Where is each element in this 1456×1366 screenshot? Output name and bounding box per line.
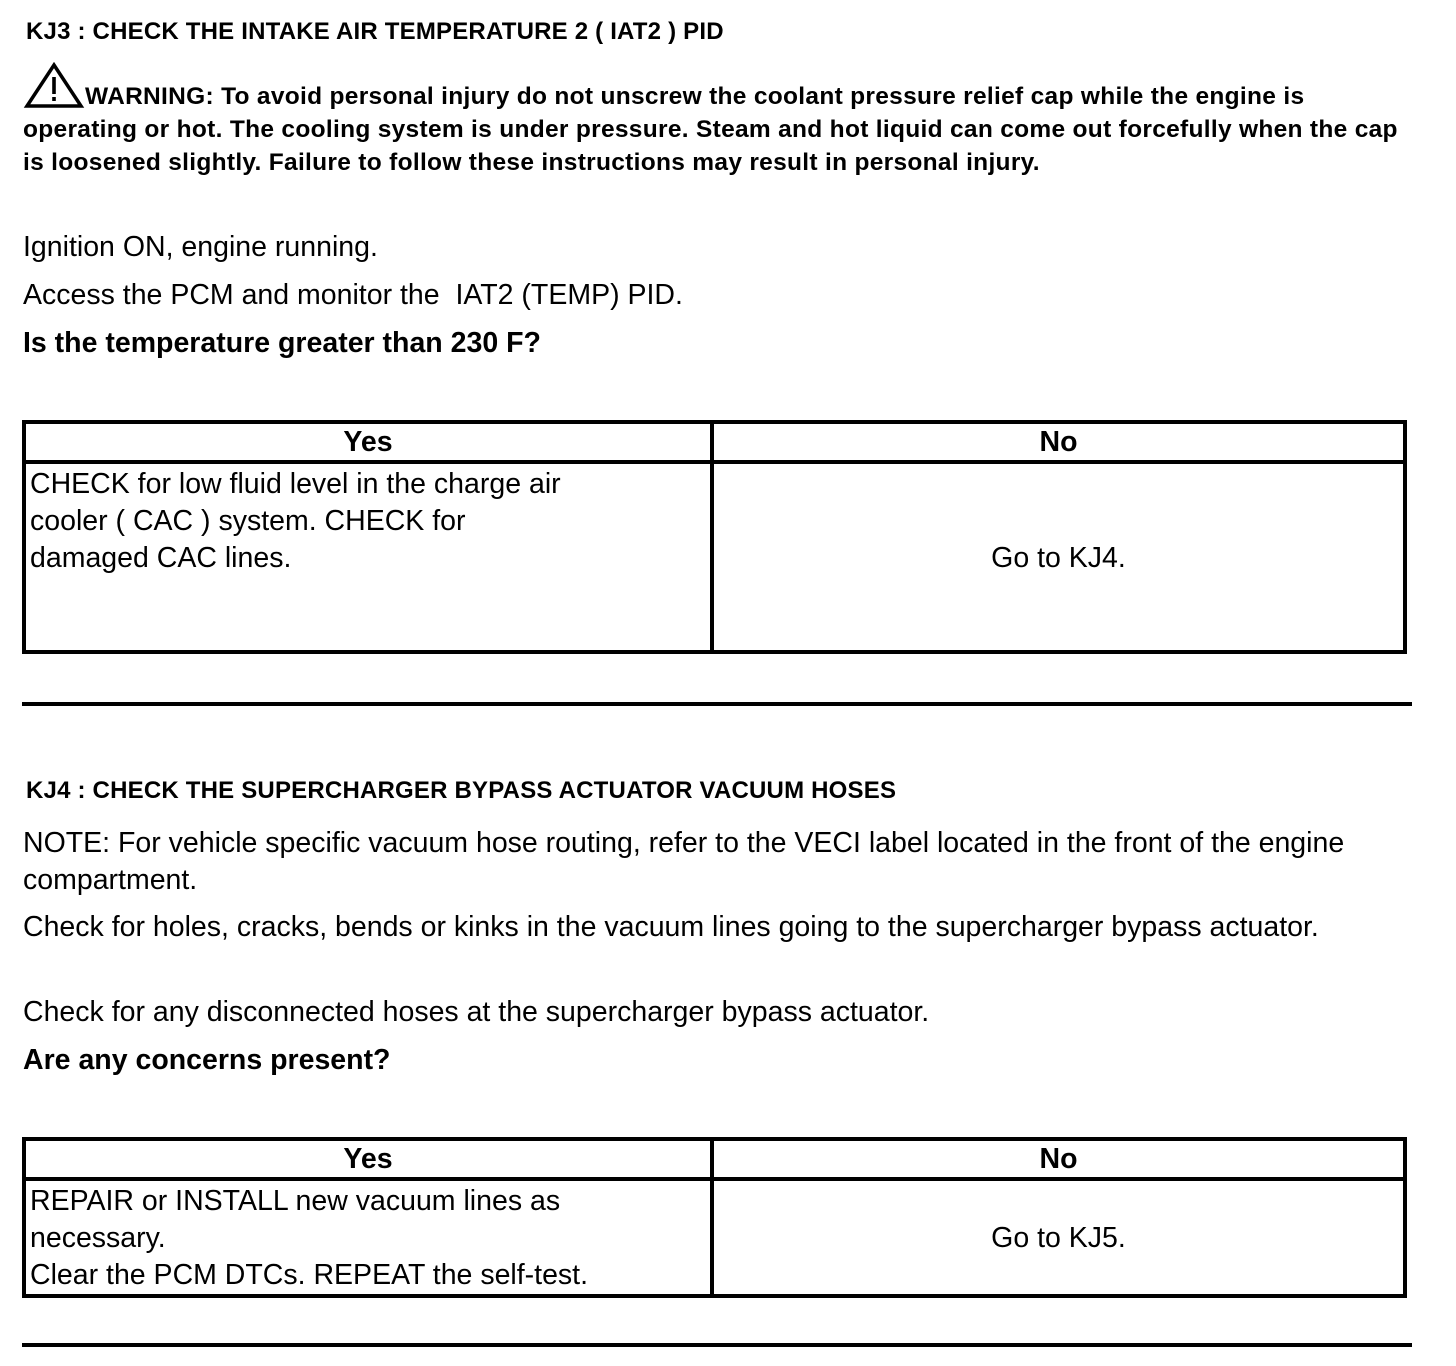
kj4-result-table (22, 1137, 1407, 1298)
kj3-no-cell (712, 462, 1405, 652)
warning-label: WARNING (85, 83, 206, 110)
kj4-note: NOTE: For vehicle specific vacuum hose routing, refer to the VECI label located in the front of the engine compartment. (23, 827, 1345, 896)
kj4-instruction-1: Check for holes, cracks, bends or kinks in the vacuum lines going to the supercharger bypass actuator. (23, 911, 1319, 943)
kj4-no-header: No (712, 1139, 1405, 1179)
kj3-no-header: No (712, 422, 1405, 462)
kj3-no-text: Go to KJ4. (991, 541, 1126, 574)
kj4-yes-line: necessary. (30, 1222, 166, 1254)
kj3-yes-cell (24, 462, 712, 652)
kj4-yes-header: Yes (24, 1139, 712, 1179)
warning-triangle-icon (23, 62, 85, 108)
kj4-no-cell (712, 1179, 1405, 1296)
kj3-heading: KJ3 : CHECK THE INTAKE AIR TEMPERATURE 2 ( IAT2 ) PID (26, 18, 724, 45)
kj4-yes-line: REPAIR or INSTALL new vacuum lines as (30, 1185, 561, 1217)
warning-text: : To avoid personal injury do not unscrew the coolant pressure relief cap while the engine is operating or hot. The cooling system is under pressure. Steam and hot liquid can come out forcefully when the cap is loosened slightly. Failure to follow these instructions may result in personal injury. (23, 83, 1398, 176)
section-divider (22, 702, 1412, 706)
kj3-instruction-2: Access the PCM and monitor the IAT2 (TEMP) PID. (23, 279, 683, 311)
kj3-yes-line: damaged CAC lines. (30, 542, 292, 574)
kj4-instruction-2: Check for any disconnected hoses at the supercharger bypass actuator. (23, 996, 930, 1028)
kj3-yes-line: CHECK for low fluid level in the charge air (30, 468, 561, 500)
kj3-instruction-1: Ignition ON, engine running. (23, 231, 378, 263)
kj3-yes-header: Yes (24, 422, 712, 462)
kj3-warning (23, 62, 1403, 179)
kj4-no-text: Go to KJ5. (991, 1222, 1126, 1254)
section-divider (22, 1343, 1412, 1347)
kj3-result-table (22, 420, 1407, 654)
kj3-question: Is the temperature greater than 230 F? (23, 327, 541, 359)
kj4-heading: KJ4 : CHECK THE SUPERCHARGER BYPASS ACTUATOR VACUUM HOSES (26, 777, 897, 804)
kj4-yes-cell (24, 1179, 712, 1296)
kj4-question: Are any concerns present? (23, 1044, 391, 1076)
kj3-yes-line: cooler ( CAC ) system. CHECK for (30, 505, 466, 537)
kj4-yes-line: Clear the PCM DTCs. REPEAT the self-test. (30, 1259, 589, 1291)
